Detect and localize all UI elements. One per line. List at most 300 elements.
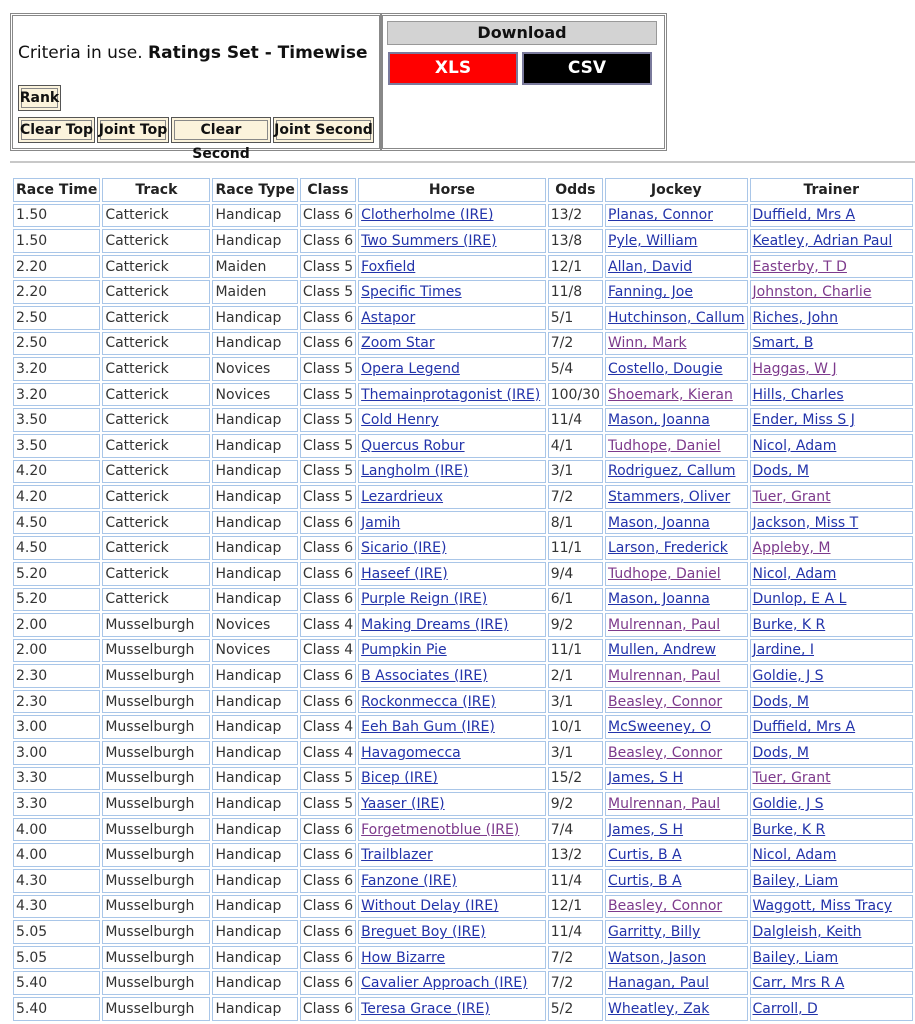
track-cell: Catterick	[102, 485, 210, 509]
horse-link[interactable]: Havagomecca	[361, 744, 461, 761]
odds-cell: 9/2	[548, 613, 603, 637]
jockey-cell	[605, 280, 748, 304]
track-cell: Catterick	[102, 204, 210, 228]
horse-link[interactable]: Rockonmecca (IRE)	[361, 693, 496, 710]
odds-cell: 11/1	[548, 639, 603, 663]
trainer-link[interactable]: Dods, M	[752, 693, 810, 710]
odds-cell: 11/1	[548, 536, 603, 560]
race-time-cell: 4.00	[13, 843, 100, 867]
horse-link[interactable]: Opera Legend	[361, 360, 460, 377]
clear-top-button[interactable]: Clear Top	[18, 117, 95, 143]
class-cell: Class 6	[300, 332, 356, 356]
track-cell: Catterick	[102, 536, 210, 560]
race-time-cell: 4.20	[13, 460, 100, 484]
joint-top-button[interactable]: Joint Top	[97, 117, 169, 143]
horse-link[interactable]: Breguet Boy (IRE)	[361, 924, 486, 941]
race-type-cell: Novices	[212, 383, 297, 407]
jockey-link[interactable]: Rodriguez, Callum	[608, 463, 736, 480]
trainer-link[interactable]: Bailey, Liam	[752, 872, 839, 889]
jockey-cell	[605, 869, 748, 893]
race-time-cell: 2.50	[13, 306, 100, 330]
trainer-link[interactable]: Appleby, M	[752, 540, 831, 557]
table-row	[13, 818, 913, 842]
trainer-link[interactable]: Burke, K R	[752, 616, 826, 633]
jockey-cell	[605, 562, 748, 586]
table-row	[13, 920, 913, 944]
horse-cell	[358, 920, 546, 944]
race-time-cell: 2.50	[13, 332, 100, 356]
jockey-cell	[605, 588, 748, 612]
jockey-cell	[605, 332, 748, 356]
jockey-link[interactable]: Beasley, Connor	[608, 693, 723, 710]
horse-link[interactable]: Foxfield	[361, 258, 416, 275]
trainer-link[interactable]: Haggas, W J	[752, 360, 837, 377]
jockey-link[interactable]: James, S H	[608, 770, 684, 787]
jockey-link[interactable]: Mason, Joanna	[608, 412, 710, 429]
odds-cell: 5/2	[548, 997, 603, 1021]
jockey-link[interactable]: Fanning, Joe	[608, 284, 693, 301]
race-time-cell: 3.30	[13, 792, 100, 816]
horse-link[interactable]: Forgetmenotblue (IRE)	[361, 821, 520, 838]
horse-link[interactable]: Cavalier Approach (IRE)	[361, 975, 528, 992]
class-cell: Class 5	[300, 280, 356, 304]
odds-cell: 11/4	[548, 408, 603, 432]
trainer-cell	[750, 357, 914, 381]
trainer-cell	[750, 511, 914, 535]
trainer-cell	[750, 460, 914, 484]
horse-cell	[358, 434, 546, 458]
horse-link[interactable]: Quercus Robur	[361, 437, 465, 454]
horse-cell	[358, 536, 546, 560]
odds-cell: 8/1	[548, 511, 603, 535]
jockey-link[interactable]: McSweeney, O	[608, 719, 712, 736]
jockey-cell	[605, 383, 748, 407]
horse-link[interactable]: Jamih	[361, 514, 401, 531]
jockey-cell	[605, 460, 748, 484]
table-row	[13, 460, 913, 484]
horse-cell	[358, 639, 546, 663]
trainer-link[interactable]: Burke, K R	[752, 821, 826, 838]
trainer-link[interactable]: Dods, M	[752, 463, 810, 480]
horse-link[interactable]: Bicep (IRE)	[361, 770, 438, 787]
trainer-link[interactable]: Carroll, D	[752, 1000, 818, 1017]
table-row	[13, 280, 913, 304]
odds-cell: 13/8	[548, 229, 603, 253]
jockey-cell	[605, 690, 748, 714]
horse-cell	[358, 664, 546, 688]
race-type-cell: Handicap	[212, 460, 297, 484]
trainer-link[interactable]: Dods, M	[752, 744, 810, 761]
header-odds: Odds	[548, 178, 603, 202]
odds-cell: 4/1	[548, 434, 603, 458]
table-row	[13, 767, 913, 791]
trainer-cell	[750, 588, 914, 612]
jockey-link[interactable]: Garritty, Billy	[608, 924, 701, 941]
table-row	[13, 383, 913, 407]
odds-cell: 7/2	[548, 971, 603, 995]
jockey-link[interactable]: Tudhope, Daniel	[608, 437, 721, 454]
jockey-link[interactable]: Larson, Frederick	[608, 540, 728, 557]
jockey-cell	[605, 639, 748, 663]
class-cell: Class 6	[300, 920, 356, 944]
odds-cell: 11/4	[548, 920, 603, 944]
track-cell: Musselburgh	[102, 920, 210, 944]
class-cell: Class 5	[300, 357, 356, 381]
horse-link[interactable]: B Associates (IRE)	[361, 668, 488, 685]
track-cell: Catterick	[102, 434, 210, 458]
race-type-cell: Handicap	[212, 485, 297, 509]
race-time-cell: 2.30	[13, 664, 100, 688]
race-time-cell: 2.00	[13, 639, 100, 663]
header-jockey: Jockey	[605, 178, 748, 202]
horse-cell	[358, 741, 546, 765]
track-cell: Catterick	[102, 511, 210, 535]
class-cell: Class 5	[300, 383, 356, 407]
jockey-link[interactable]: Stammers, Oliver	[608, 488, 731, 505]
jockey-cell	[605, 792, 748, 816]
race-time-cell: 4.20	[13, 485, 100, 509]
jockey-link[interactable]: Shoemark, Kieran	[608, 386, 733, 403]
download-csv-button[interactable]: CSV	[522, 52, 652, 85]
trainer-link[interactable]: Bailey, Liam	[752, 949, 839, 966]
class-cell: Class 6	[300, 664, 356, 688]
horse-link[interactable]: Making Dreams (IRE)	[361, 616, 509, 633]
jockey-link[interactable]: Mulrennan, Paul	[608, 616, 721, 633]
trainer-cell	[750, 204, 914, 228]
jockey-link[interactable]: Curtis, B A	[608, 872, 682, 889]
criteria-text	[18, 43, 368, 63]
horse-cell	[358, 204, 546, 228]
jockey-link[interactable]: Pyle, William	[608, 232, 698, 249]
criteria-value: Ratings Set - Timewise	[148, 43, 368, 63]
table-row	[13, 715, 913, 739]
trainer-link[interactable]: Dalgleish, Keith	[752, 924, 862, 941]
horse-link[interactable]: How Bizarre	[361, 949, 446, 966]
joint-second-button[interactable]: Joint Second	[273, 117, 374, 143]
track-cell: Catterick	[102, 562, 210, 586]
trainer-link[interactable]: Smart, B	[752, 335, 814, 352]
race-time-cell: 3.30	[13, 767, 100, 791]
horse-cell	[358, 792, 546, 816]
race-time-cell: 5.20	[13, 588, 100, 612]
horse-cell	[358, 869, 546, 893]
download-xls-button[interactable]: XLS	[388, 52, 518, 85]
horse-link[interactable]: Themainprotagonist (IRE)	[361, 386, 541, 403]
class-cell: Class 6	[300, 895, 356, 919]
odds-cell: 7/2	[548, 485, 603, 509]
horse-link[interactable]: Sicario (IRE)	[361, 540, 447, 557]
jockey-link[interactable]: Hutchinson, Callum	[608, 309, 745, 326]
race-time-cell: 5.05	[13, 920, 100, 944]
trainer-cell	[750, 741, 914, 765]
race-time-cell: 5.40	[13, 997, 100, 1021]
table-row	[13, 971, 913, 995]
trainer-link[interactable]: Nicol, Adam	[752, 847, 837, 864]
trainer-link[interactable]: Jackson, Miss T	[752, 514, 859, 531]
odds-cell: 13/2	[548, 204, 603, 228]
horse-cell	[358, 690, 546, 714]
odds-cell: 7/4	[548, 818, 603, 842]
odds-cell: 11/4	[548, 869, 603, 893]
header-trainer: Trainer	[750, 178, 914, 202]
trainer-cell	[750, 255, 914, 279]
race-type-cell: Handicap	[212, 843, 297, 867]
jockey-link[interactable]: Beasley, Connor	[608, 898, 723, 915]
horse-link[interactable]: Without Delay (IRE)	[361, 898, 499, 915]
race-time-cell: 3.50	[13, 434, 100, 458]
race-type-cell: Handicap	[212, 997, 297, 1021]
jockey-link[interactable]: Tudhope, Daniel	[608, 565, 721, 582]
trainer-link[interactable]: Keatley, Adrian Paul	[752, 232, 893, 249]
table-row	[13, 843, 913, 867]
jockey-cell	[605, 536, 748, 560]
class-cell: Class 5	[300, 434, 356, 458]
table-row	[13, 332, 913, 356]
jockey-cell	[605, 511, 748, 535]
class-cell: Class 6	[300, 536, 356, 560]
horse-cell	[358, 332, 546, 356]
trainer-link[interactable]: Duffield, Mrs A	[752, 719, 856, 736]
results-table	[11, 176, 915, 1023]
table-row	[13, 434, 913, 458]
jockey-cell	[605, 229, 748, 253]
trainer-link[interactable]: Goldie, J S	[752, 796, 824, 813]
horse-link[interactable]: Teresa Grace (IRE)	[361, 1000, 490, 1017]
odds-cell: 2/1	[548, 664, 603, 688]
race-type-cell: Handicap	[212, 920, 297, 944]
jockey-cell	[605, 818, 748, 842]
trainer-cell	[750, 690, 914, 714]
table-row	[13, 536, 913, 560]
race-type-cell: Handicap	[212, 818, 297, 842]
track-cell: Catterick	[102, 229, 210, 253]
trainer-link[interactable]: Duffield, Mrs A	[752, 207, 856, 224]
track-cell: Musselburgh	[102, 613, 210, 637]
trainer-link[interactable]: Hills, Charles	[752, 386, 844, 403]
class-cell: Class 5	[300, 485, 356, 509]
jockey-link[interactable]: Wheatley, Zak	[608, 1000, 710, 1017]
trainer-cell	[750, 818, 914, 842]
horse-link[interactable]: Yaaser (IRE)	[361, 796, 445, 813]
track-cell: Catterick	[102, 460, 210, 484]
jockey-link[interactable]: Mason, Joanna	[608, 514, 710, 531]
trainer-link[interactable]: Easterby, T D	[752, 258, 847, 275]
horse-link[interactable]: Pumpkin Pie	[361, 642, 447, 659]
trainer-link[interactable]: Nicol, Adam	[752, 437, 837, 454]
horse-link[interactable]: Trailblazer	[361, 847, 433, 864]
jockey-cell	[605, 357, 748, 381]
horse-cell	[358, 997, 546, 1021]
controls-area	[10, 13, 665, 162]
race-type-cell: Handicap	[212, 895, 297, 919]
trainer-link[interactable]: Dunlop, E A L	[752, 591, 847, 608]
header-class: Class	[300, 178, 356, 202]
jockey-cell	[605, 895, 748, 919]
horse-cell	[358, 946, 546, 970]
race-type-cell: Handicap	[212, 511, 297, 535]
race-type-cell: Handicap	[212, 408, 297, 432]
horse-link[interactable]: Specific Times	[361, 284, 462, 301]
race-type-cell: Handicap	[212, 306, 297, 330]
race-type-cell: Handicap	[212, 536, 297, 560]
table-row	[13, 690, 913, 714]
odds-cell: 11/8	[548, 280, 603, 304]
trainer-cell	[750, 767, 914, 791]
horse-cell	[358, 255, 546, 279]
horse-cell	[358, 229, 546, 253]
horse-cell	[358, 767, 546, 791]
trainer-cell	[750, 229, 914, 253]
trainer-cell	[750, 306, 914, 330]
track-cell: Musselburgh	[102, 664, 210, 688]
track-cell: Musselburgh	[102, 971, 210, 995]
table-row	[13, 562, 913, 586]
trainer-cell	[750, 434, 914, 458]
race-type-cell: Novices	[212, 639, 297, 663]
trainer-cell	[750, 971, 914, 995]
race-time-cell: 2.20	[13, 255, 100, 279]
trainer-link[interactable]: Nicol, Adam	[752, 565, 837, 582]
jockey-link[interactable]: Hanagan, Paul	[608, 975, 709, 992]
horse-cell	[358, 306, 546, 330]
race-type-cell: Handicap	[212, 715, 297, 739]
odds-cell: 9/2	[548, 792, 603, 816]
race-type-cell: Handicap	[212, 946, 297, 970]
class-cell: Class 4	[300, 715, 356, 739]
horse-cell	[358, 971, 546, 995]
trainer-cell	[750, 536, 914, 560]
trainer-cell	[750, 280, 914, 304]
jockey-link[interactable]: Curtis, B A	[608, 847, 682, 864]
horse-link[interactable]: Two Summers (IRE)	[361, 232, 497, 249]
jockey-link[interactable]: Mullen, Andrew	[608, 642, 716, 659]
odds-cell: 7/2	[548, 946, 603, 970]
jockey-link[interactable]: James, S H	[608, 821, 684, 838]
class-cell: Class 6	[300, 869, 356, 893]
race-type-cell: Handicap	[212, 767, 297, 791]
horse-link[interactable]: Lezardrieux	[361, 488, 444, 505]
table-row	[13, 613, 913, 637]
class-cell: Class 4	[300, 613, 356, 637]
race-time-cell: 3.20	[13, 383, 100, 407]
race-time-cell: 3.50	[13, 408, 100, 432]
horse-link[interactable]: Eeh Bah Gum (IRE)	[361, 719, 495, 736]
jockey-link[interactable]: Mulrennan, Paul	[608, 796, 721, 813]
table-row	[13, 204, 913, 228]
race-type-cell: Handicap	[212, 204, 297, 228]
trainer-link[interactable]: Tuer, Grant	[752, 488, 831, 505]
header-race-time: Race Time	[13, 178, 100, 202]
horse-cell	[358, 613, 546, 637]
odds-cell: 100/30	[548, 383, 603, 407]
trainer-cell	[750, 562, 914, 586]
jockey-link[interactable]: Planas, Connor	[608, 207, 713, 224]
track-cell: Catterick	[102, 332, 210, 356]
trainer-link[interactable]: Ender, Miss S J	[752, 412, 855, 429]
track-cell: Catterick	[102, 383, 210, 407]
trainer-cell	[750, 332, 914, 356]
race-time-cell: 2.30	[13, 690, 100, 714]
trainer-link[interactable]: Johnston, Charlie	[752, 284, 872, 301]
trainer-cell	[750, 997, 914, 1021]
race-type-cell: Handicap	[212, 434, 297, 458]
jockey-link[interactable]: Mason, Joanna	[608, 591, 710, 608]
jockey-link[interactable]: Beasley, Connor	[608, 744, 723, 761]
trainer-link[interactable]: Goldie, J S	[752, 668, 824, 685]
table-row	[13, 255, 913, 279]
horse-link[interactable]: Zoom Star	[361, 335, 435, 352]
odds-cell: 12/1	[548, 895, 603, 919]
jockey-link[interactable]: Allan, David	[608, 258, 693, 275]
race-time-cell: 5.40	[13, 971, 100, 995]
track-cell: Musselburgh	[102, 818, 210, 842]
trainer-link[interactable]: Riches, John	[752, 309, 838, 326]
horse-link[interactable]: Fanzone (IRE)	[361, 872, 457, 889]
trainer-link[interactable]: Jardine, I	[752, 642, 815, 659]
track-cell: Musselburgh	[102, 997, 210, 1021]
race-type-cell: Handicap	[212, 792, 297, 816]
download-panel	[380, 13, 667, 151]
horse-link[interactable]: Haseef (IRE)	[361, 565, 448, 582]
class-cell: Class 6	[300, 997, 356, 1021]
header-race-type: Race Type	[212, 178, 297, 202]
odds-cell: 10/1	[548, 715, 603, 739]
jockey-link[interactable]: Watson, Jason	[608, 949, 707, 966]
trainer-link[interactable]: Tuer, Grant	[752, 770, 831, 787]
track-cell: Musselburgh	[102, 895, 210, 919]
race-type-cell: Handicap	[212, 562, 297, 586]
race-time-cell: 4.30	[13, 895, 100, 919]
race-time-cell: 4.30	[13, 869, 100, 893]
trainer-cell	[750, 843, 914, 867]
rank-button[interactable]: Rank	[18, 85, 61, 111]
class-cell: Class 6	[300, 562, 356, 586]
table-header-row	[13, 178, 913, 202]
horse-link[interactable]: Cold Henry	[361, 412, 439, 429]
track-cell: Musselburgh	[102, 690, 210, 714]
horse-link[interactable]: Langholm (IRE)	[361, 463, 469, 480]
horse-link[interactable]: Clotherholme (IRE)	[361, 207, 494, 224]
trainer-cell	[750, 664, 914, 688]
jockey-link[interactable]: Mulrennan, Paul	[608, 668, 721, 685]
race-type-cell: Handicap	[212, 741, 297, 765]
horse-link[interactable]: Astapor	[361, 309, 416, 326]
trainer-cell	[750, 920, 914, 944]
track-cell: Catterick	[102, 588, 210, 612]
trainer-link[interactable]: Waggott, Miss Tracy	[752, 898, 893, 915]
horse-cell	[358, 357, 546, 381]
race-time-cell: 5.20	[13, 562, 100, 586]
race-time-cell: 2.00	[13, 613, 100, 637]
race-time-cell: 1.50	[13, 229, 100, 253]
race-type-cell: Handicap	[212, 588, 297, 612]
track-cell: Catterick	[102, 357, 210, 381]
jockey-link[interactable]: Costello, Dougie	[608, 360, 723, 377]
trainer-link[interactable]: Carr, Mrs R A	[752, 975, 845, 992]
class-cell: Class 6	[300, 306, 356, 330]
clear-second-button[interactable]: Clear Second	[171, 117, 271, 143]
track-cell: Catterick	[102, 280, 210, 304]
header-horse: Horse	[358, 178, 546, 202]
jockey-link[interactable]: Winn, Mark	[608, 335, 687, 352]
race-type-cell: Handicap	[212, 971, 297, 995]
table-row	[13, 792, 913, 816]
table-row	[13, 229, 913, 253]
trainer-cell	[750, 792, 914, 816]
odds-cell: 9/4	[548, 562, 603, 586]
horse-link[interactable]: Purple Reign (IRE)	[361, 591, 488, 608]
class-cell: Class 5	[300, 255, 356, 279]
